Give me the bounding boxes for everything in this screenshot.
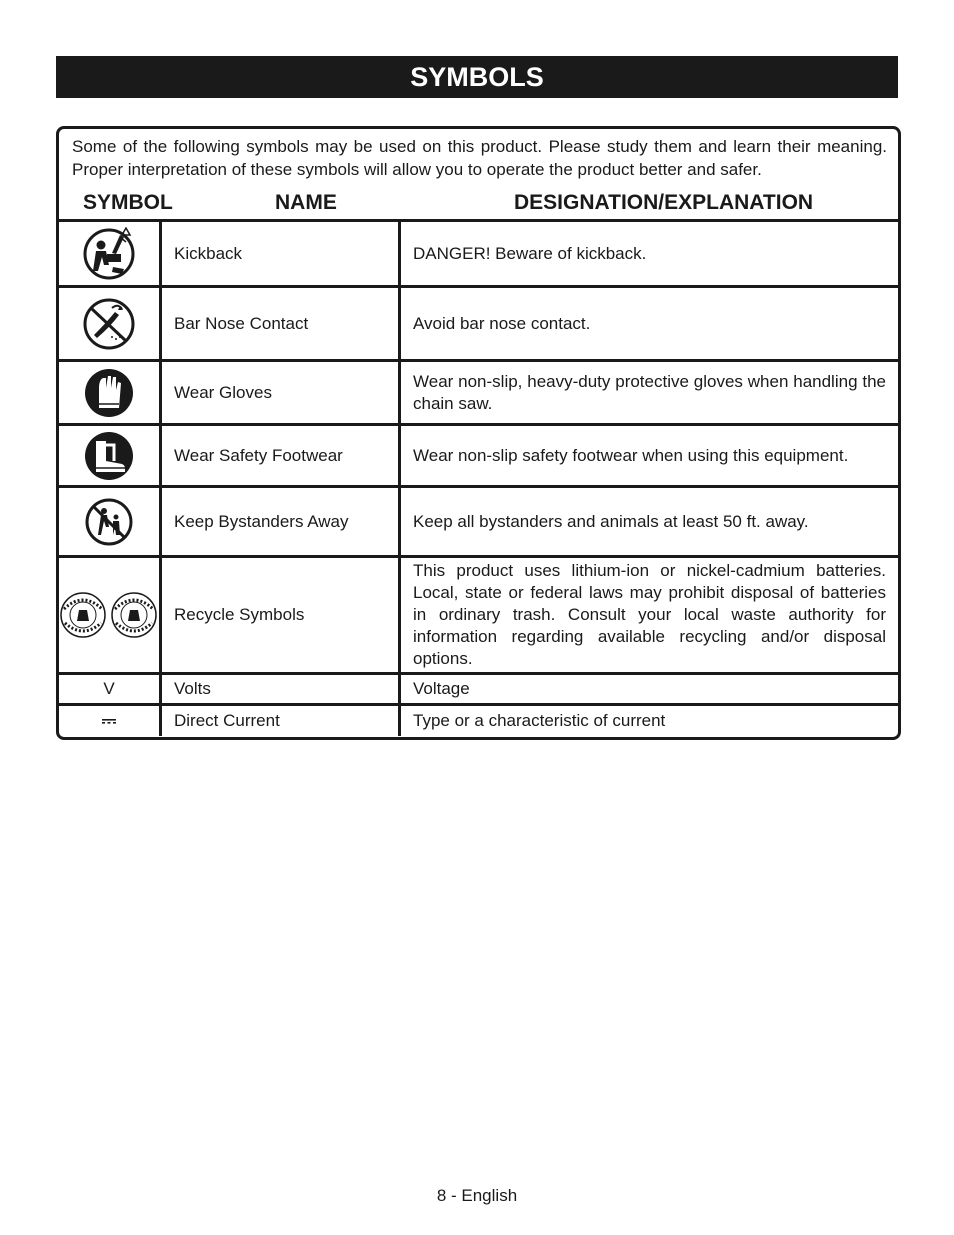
kickback-icon	[82, 227, 136, 281]
direct-current-icon	[101, 717, 117, 725]
designation-cell: Voltage	[400, 674, 899, 705]
symbol-cell: V	[59, 674, 161, 705]
symbol-cell	[59, 221, 161, 287]
table-row	[59, 557, 898, 674]
recycle-icon	[59, 590, 159, 640]
name-cell: Wear Safety Footwear	[161, 425, 400, 487]
symbol-cell	[59, 487, 161, 557]
symbol-cell	[59, 557, 161, 674]
symbol-cell	[59, 705, 161, 736]
footwear-icon	[84, 431, 134, 481]
name-cell: Wear Gloves	[161, 361, 400, 425]
table-row	[59, 361, 898, 425]
designation-cell: Wear non-slip, heavy-duty protective gloves when handling the chain saw.	[400, 361, 899, 425]
table-row	[59, 674, 898, 705]
designation-cell: This product uses lithium-ion or nickel-cadmium batteries. Local, state or federal laws may prohibit disposal of batteries in ordinary trash. Consult your local waste authority for information regarding available recycling and/or disposal options.	[400, 557, 899, 674]
designation-cell: Type or a characteristic of current	[400, 705, 899, 736]
header-name: NAME	[275, 191, 337, 214]
bar-nose-contact-icon	[82, 297, 136, 351]
designation-cell: Wear non-slip safety footwear when using this equipment.	[400, 425, 899, 487]
name-cell: Bar Nose Contact	[161, 287, 400, 361]
symbols-table	[59, 219, 898, 736]
name-cell: Keep Bystanders Away	[161, 487, 400, 557]
name-cell: Direct Current	[161, 705, 400, 736]
page-footer: 8 - English	[436, 1186, 518, 1205]
designation-cell: Avoid bar nose contact.	[400, 287, 899, 361]
header-symbol: SYMBOL	[83, 191, 173, 214]
bystanders-icon	[84, 497, 134, 547]
table-row	[59, 287, 898, 361]
page-title: SYMBOLS	[56, 56, 898, 98]
symbol-cell	[59, 361, 161, 425]
name-cell: Recycle Symbols	[161, 557, 400, 674]
symbol-cell	[59, 287, 161, 361]
name-cell: Kickback	[161, 221, 400, 287]
designation-cell: Keep all bystanders and animals at least 50 ft. away.	[400, 487, 899, 557]
intro-text: Some of the following symbols may be used on this product. Please study them and learn their meaning. Proper interpretation of these symbols will allow you to operate the product better and safer.	[72, 137, 887, 179]
name-cell: Volts	[161, 674, 400, 705]
table-row	[59, 487, 898, 557]
table-row	[59, 705, 898, 736]
designation-cell: DANGER! Beware of kickback.	[400, 221, 899, 287]
table-row	[59, 221, 898, 287]
symbols-box	[56, 126, 901, 740]
gloves-icon	[84, 368, 134, 418]
header-designation: DESIGNATION/EXPLANATION	[514, 191, 814, 214]
table-row	[59, 425, 898, 487]
symbol-cell	[59, 425, 161, 487]
